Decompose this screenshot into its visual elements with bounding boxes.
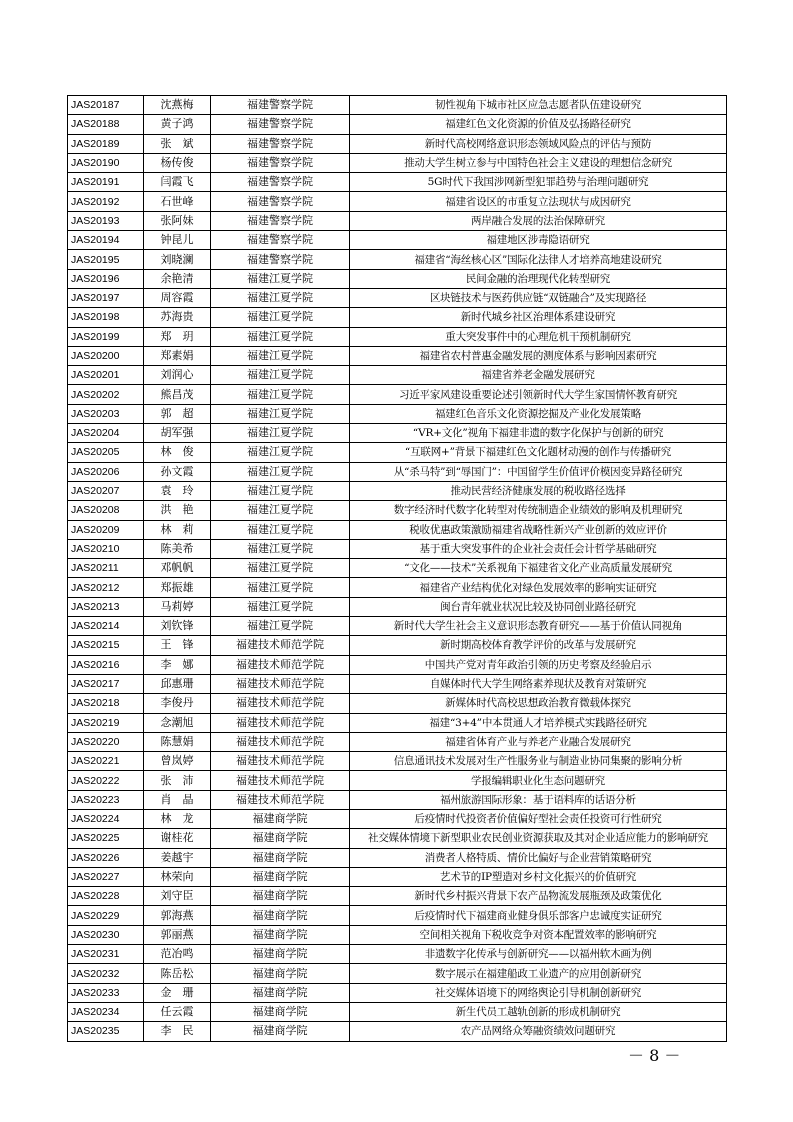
researcher-name-cell: 金 珊 — [144, 983, 211, 1002]
researcher-name-cell: 林 莉 — [144, 520, 211, 539]
institution-cell: 福建警察学院 — [211, 96, 350, 115]
table-row — [68, 424, 727, 443]
project-title-cell: 自媒体时代大学生网络素养现状及教育对策研究 — [350, 674, 727, 693]
table-row — [68, 211, 727, 230]
table-row — [68, 288, 727, 307]
researcher-name-cell: 姜越宇 — [144, 848, 211, 867]
project-title-cell: 基于重大突发事件的企业社会责任会计哲学基础研究 — [350, 539, 727, 558]
page-number: － 8 － — [628, 1046, 681, 1065]
project-title-cell: 福建“3+4”中本贯通人才培养模式实践路径研究 — [350, 713, 727, 732]
table-row — [68, 925, 727, 944]
project-code-cell: JAS20194 — [68, 231, 144, 250]
institution-cell: 福建商学院 — [211, 809, 350, 828]
project-code-cell: JAS20198 — [68, 308, 144, 327]
project-title-cell: 推动民营经济健康发展的税收路径选择 — [350, 481, 727, 500]
table-row — [68, 636, 727, 655]
institution-cell: 福建警察学院 — [211, 153, 350, 172]
project-title-cell: 福建红色文化资源的价值及弘扬路径研究 — [350, 115, 727, 134]
project-code-cell: JAS20233 — [68, 983, 144, 1002]
institution-cell: 福建江夏学院 — [211, 308, 350, 327]
table-row — [68, 115, 727, 134]
project-code-cell: JAS20216 — [68, 655, 144, 674]
project-title-cell: 数字展示在福建船政工业遗产的应用创新研究 — [350, 964, 727, 983]
institution-cell: 福建江夏学院 — [211, 424, 350, 443]
table-row — [68, 346, 727, 365]
institution-cell: 福建技术师范学院 — [211, 790, 350, 809]
project-title-cell: 社交媒体语境下的网络舆论引导机制创新研究 — [350, 983, 727, 1002]
project-title-cell: 消费者人格特质、情价比偏好与企业营销策略研究 — [350, 848, 727, 867]
table-row — [68, 134, 727, 153]
project-code-cell: JAS20193 — [68, 211, 144, 230]
project-list-table — [67, 95, 727, 1042]
institution-cell: 福建江夏学院 — [211, 462, 350, 481]
table-row — [68, 848, 727, 867]
researcher-name-cell: 张阿妹 — [144, 211, 211, 230]
project-code-cell: JAS20221 — [68, 752, 144, 771]
project-code-cell: JAS20208 — [68, 501, 144, 520]
table-row — [68, 192, 727, 211]
table-row — [68, 867, 727, 886]
table-row — [68, 385, 727, 404]
project-code-cell: JAS20201 — [68, 366, 144, 385]
researcher-name-cell: 郑振雄 — [144, 578, 211, 597]
project-title-cell: 福建省设区的市重复立法现状与成因研究 — [350, 192, 727, 211]
project-title-cell: 信息通讯技术发展对生产性服务业与制造业协同集聚的影响分析 — [350, 752, 727, 771]
table-row — [68, 964, 727, 983]
researcher-name-cell: 李 民 — [144, 1022, 211, 1041]
researcher-name-cell: 郭丽燕 — [144, 925, 211, 944]
researcher-name-cell: 熊昌茂 — [144, 385, 211, 404]
institution-cell: 福建江夏学院 — [211, 501, 350, 520]
project-code-cell: JAS20190 — [68, 153, 144, 172]
institution-cell: 福建江夏学院 — [211, 481, 350, 500]
project-code-cell: JAS20220 — [68, 732, 144, 751]
researcher-name-cell: 刘晓澜 — [144, 250, 211, 269]
institution-cell: 福建江夏学院 — [211, 288, 350, 307]
project-title-cell: 韧性视角下城市社区应急志愿者队伍建设研究 — [350, 96, 727, 115]
institution-cell: 福建江夏学院 — [211, 539, 350, 558]
researcher-name-cell: 郑 玥 — [144, 327, 211, 346]
project-title-cell: “文化——技术”关系视角下福建省文化产业高质量发展研究 — [350, 559, 727, 578]
researcher-name-cell: 林 龙 — [144, 809, 211, 828]
researcher-name-cell: 林 俊 — [144, 443, 211, 462]
project-code-cell: JAS20224 — [68, 809, 144, 828]
project-code-cell: JAS20207 — [68, 481, 144, 500]
project-title-cell: 闽台青年就业状况比较及协同创业路径研究 — [350, 597, 727, 616]
researcher-name-cell: 肖 晶 — [144, 790, 211, 809]
institution-cell: 福建商学院 — [211, 887, 350, 906]
table-row — [68, 153, 727, 172]
table-row — [68, 790, 727, 809]
table-row — [68, 732, 727, 751]
project-title-cell: 福建省体育产业与养老产业融合发展研究 — [350, 732, 727, 751]
project-code-cell: JAS20192 — [68, 192, 144, 211]
project-title-cell: 后疫情时代投资者价值偏好型社会责任投资可行性研究 — [350, 809, 727, 828]
project-code-cell: JAS20222 — [68, 771, 144, 790]
institution-cell: 福建技术师范学院 — [211, 636, 350, 655]
project-title-cell: “VR+文化”视角下福建非遗的数字化保护与创新的研究 — [350, 424, 727, 443]
institution-cell: 福建商学院 — [211, 829, 350, 848]
researcher-name-cell: 任云霞 — [144, 1002, 211, 1021]
table-row — [68, 809, 727, 828]
table-row — [68, 655, 727, 674]
project-title-cell: 福州旅游国际形象：基于语料库的话语分析 — [350, 790, 727, 809]
project-code-cell: JAS20217 — [68, 674, 144, 693]
table-row — [68, 443, 727, 462]
table-row — [68, 520, 727, 539]
institution-cell: 福建警察学院 — [211, 115, 350, 134]
project-code-cell: JAS20225 — [68, 829, 144, 848]
project-code-cell: JAS20202 — [68, 385, 144, 404]
researcher-name-cell: 陈慧娟 — [144, 732, 211, 751]
project-title-cell: 民间金融的治理现代化转型研究 — [350, 269, 727, 288]
project-title-cell: 农产品网络众筹融资绩效问题研究 — [350, 1022, 727, 1041]
institution-cell: 福建江夏学院 — [211, 269, 350, 288]
researcher-name-cell: 郭 超 — [144, 404, 211, 423]
institution-cell: 福建江夏学院 — [211, 559, 350, 578]
institution-cell: 福建技术师范学院 — [211, 771, 350, 790]
researcher-name-cell: 林荣向 — [144, 867, 211, 886]
institution-cell: 福建技术师范学院 — [211, 694, 350, 713]
project-title-cell: 福建省养老金融发展研究 — [350, 366, 727, 385]
researcher-name-cell: 谢桂花 — [144, 829, 211, 848]
table-row — [68, 1002, 727, 1021]
researcher-name-cell: 闫霞飞 — [144, 173, 211, 192]
researcher-name-cell: 石世峰 — [144, 192, 211, 211]
table-row — [68, 559, 727, 578]
institution-cell: 福建江夏学院 — [211, 443, 350, 462]
project-title-cell: 福建省“海丝核心区”国际化法律人才培养高地建设研究 — [350, 250, 727, 269]
researcher-name-cell: 郑素娟 — [144, 346, 211, 365]
project-title-cell: 5G时代下我国涉网新型犯罪趋势与治理问题研究 — [350, 173, 727, 192]
table-row — [68, 173, 727, 192]
table-row — [68, 771, 727, 790]
project-title-cell: 两岸融合发展的法治保障研究 — [350, 211, 727, 230]
institution-cell: 福建商学院 — [211, 925, 350, 944]
project-code-cell: JAS20214 — [68, 617, 144, 636]
table-row — [68, 231, 727, 250]
project-title-cell: 新媒体时代高校思想政治教育微载体探究 — [350, 694, 727, 713]
institution-cell: 福建商学院 — [211, 1002, 350, 1021]
project-title-cell: 福建红色音乐文化资源挖掘及产业化发展策略 — [350, 404, 727, 423]
institution-cell: 福建技术师范学院 — [211, 752, 350, 771]
project-title-cell: 重大突发事件中的心理危机干预机制研究 — [350, 327, 727, 346]
researcher-name-cell: 张 斌 — [144, 134, 211, 153]
institution-cell: 福建商学院 — [211, 945, 350, 964]
institution-cell: 福建警察学院 — [211, 211, 350, 230]
researcher-name-cell: 苏海贵 — [144, 308, 211, 327]
researcher-name-cell: 邱惠珊 — [144, 674, 211, 693]
table-row — [68, 250, 727, 269]
project-code-cell: JAS20223 — [68, 790, 144, 809]
table-row — [68, 327, 727, 346]
institution-cell: 福建警察学院 — [211, 192, 350, 211]
project-title-cell: 福建省农村普惠金融发展的测度体系与影响因素研究 — [350, 346, 727, 365]
project-title-cell: 非遗数字化传承与创新研究——以福州软木画为例 — [350, 945, 727, 964]
researcher-name-cell: 范冶鸣 — [144, 945, 211, 964]
project-title-cell: 中国共产党对青年政治引领的历史考察及经验启示 — [350, 655, 727, 674]
researcher-name-cell: 王 锋 — [144, 636, 211, 655]
table-row — [68, 597, 727, 616]
institution-cell: 福建警察学院 — [211, 231, 350, 250]
institution-cell: 福建商学院 — [211, 867, 350, 886]
project-code-cell: JAS20234 — [68, 1002, 144, 1021]
researcher-name-cell: 陈美希 — [144, 539, 211, 558]
project-code-cell: JAS20204 — [68, 424, 144, 443]
table-row — [68, 501, 727, 520]
institution-cell: 福建江夏学院 — [211, 597, 350, 616]
project-code-cell: JAS20227 — [68, 867, 144, 886]
researcher-name-cell: 李 娜 — [144, 655, 211, 674]
project-title-cell: 福建省产业结构优化对绿色发展效率的影响实证研究 — [350, 578, 727, 597]
project-code-cell: JAS20187 — [68, 96, 144, 115]
institution-cell: 福建技术师范学院 — [211, 655, 350, 674]
project-code-cell: JAS20229 — [68, 906, 144, 925]
institution-cell: 福建商学院 — [211, 983, 350, 1002]
project-code-cell: JAS20203 — [68, 404, 144, 423]
project-code-cell: JAS20196 — [68, 269, 144, 288]
table-row — [68, 308, 727, 327]
project-code-cell: JAS20199 — [68, 327, 144, 346]
table-row — [68, 829, 727, 848]
researcher-name-cell: 沈燕梅 — [144, 96, 211, 115]
project-code-cell: JAS20209 — [68, 520, 144, 539]
institution-cell: 福建警察学院 — [211, 134, 350, 153]
institution-cell: 福建技术师范学院 — [211, 732, 350, 751]
table-row — [68, 1022, 727, 1041]
researcher-name-cell: 刘守臣 — [144, 887, 211, 906]
table-row — [68, 674, 727, 693]
project-code-cell: JAS20226 — [68, 848, 144, 867]
researcher-name-cell: 念潮旭 — [144, 713, 211, 732]
institution-cell: 福建江夏学院 — [211, 520, 350, 539]
project-code-cell: JAS20212 — [68, 578, 144, 597]
researcher-name-cell: 孙文霞 — [144, 462, 211, 481]
project-code-cell: JAS20195 — [68, 250, 144, 269]
institution-cell: 福建江夏学院 — [211, 385, 350, 404]
project-code-cell: JAS20197 — [68, 288, 144, 307]
project-title-cell: 新时代高校网络意识形态领域风险点的评估与预防 — [350, 134, 727, 153]
project-title-cell: 习近平家风建设重要论述引领新时代大学生家国情怀教育研究 — [350, 385, 727, 404]
project-code-cell: JAS20189 — [68, 134, 144, 153]
institution-cell: 福建警察学院 — [211, 250, 350, 269]
researcher-name-cell: 刘钦锋 — [144, 617, 211, 636]
project-code-cell: JAS20206 — [68, 462, 144, 481]
researcher-name-cell: 李俊丹 — [144, 694, 211, 713]
institution-cell: 福建警察学院 — [211, 173, 350, 192]
project-title-cell: 后疫情时代下福建商业健身俱乐部客户忠诚度实证研究 — [350, 906, 727, 925]
project-title-cell: 区块链技术与医药供应链“双链融合”及实现路径 — [350, 288, 727, 307]
institution-cell: 福建商学院 — [211, 848, 350, 867]
researcher-name-cell: 袁 玲 — [144, 481, 211, 500]
project-title-cell: 福建地区涉毒隐语研究 — [350, 231, 727, 250]
project-title-cell: 新时代大学生社会主义意识形态教育研究——基于价值认同视角 — [350, 617, 727, 636]
researcher-name-cell: 洪 艳 — [144, 501, 211, 520]
project-code-cell: JAS20213 — [68, 597, 144, 616]
project-title-cell: 新时代城乡社区治理体系建设研究 — [350, 308, 727, 327]
researcher-name-cell: 余艳清 — [144, 269, 211, 288]
table-row — [68, 462, 727, 481]
researcher-name-cell: 曾岚婷 — [144, 752, 211, 771]
table-row — [68, 96, 727, 115]
institution-cell: 福建商学院 — [211, 1022, 350, 1041]
project-title-cell: 从“杀马特”到“辱国门”：中国留学生价值评价模因变异路径研究 — [350, 462, 727, 481]
project-title-cell: 新时期高校体育教学评价的改革与发展研究 — [350, 636, 727, 655]
project-title-cell: “互联网+”背景下福建红色文化题材动漫的创作与传播研究 — [350, 443, 727, 462]
project-title-cell: 新时代乡村振兴背景下农产品物流发展瓶颈及政策优化 — [350, 887, 727, 906]
project-list-body — [68, 96, 727, 1042]
project-title-cell: 数字经济时代数字化转型对传统制造企业绩效的影响及机理研究 — [350, 501, 727, 520]
project-code-cell: JAS20231 — [68, 945, 144, 964]
institution-cell: 福建技术师范学院 — [211, 713, 350, 732]
table-row — [68, 694, 727, 713]
institution-cell: 福建技术师范学院 — [211, 674, 350, 693]
institution-cell: 福建江夏学院 — [211, 346, 350, 365]
researcher-name-cell: 刘润心 — [144, 366, 211, 385]
project-code-cell: JAS20235 — [68, 1022, 144, 1041]
table-row — [68, 752, 727, 771]
institution-cell: 福建商学院 — [211, 906, 350, 925]
researcher-name-cell: 钟昆儿 — [144, 231, 211, 250]
table-row — [68, 578, 727, 597]
researcher-name-cell: 周容霞 — [144, 288, 211, 307]
project-title-cell: 税收优惠政策激励福建省战略性新兴产业创新的效应评价 — [350, 520, 727, 539]
project-code-cell: JAS20215 — [68, 636, 144, 655]
institution-cell: 福建江夏学院 — [211, 578, 350, 597]
project-code-cell: JAS20211 — [68, 559, 144, 578]
project-title-cell: 艺术节的IP塑造对乡村文化振兴的价值研究 — [350, 867, 727, 886]
institution-cell: 福建江夏学院 — [211, 617, 350, 636]
institution-cell: 福建江夏学院 — [211, 366, 350, 385]
researcher-name-cell: 黄子鸿 — [144, 115, 211, 134]
project-code-cell: JAS20191 — [68, 173, 144, 192]
table-row — [68, 269, 727, 288]
table-row — [68, 481, 727, 500]
table-row — [68, 366, 727, 385]
researcher-name-cell: 邓帆帆 — [144, 559, 211, 578]
table-row — [68, 617, 727, 636]
project-code-cell: JAS20230 — [68, 925, 144, 944]
table-row — [68, 906, 727, 925]
researcher-name-cell: 张 沛 — [144, 771, 211, 790]
project-title-cell: 学报编辑职业化生态问题研究 — [350, 771, 727, 790]
table-row — [68, 404, 727, 423]
table-row — [68, 983, 727, 1002]
project-title-cell: 推动大学生树立参与中国特色社会主义建设的理想信念研究 — [350, 153, 727, 172]
project-code-cell: JAS20218 — [68, 694, 144, 713]
researcher-name-cell: 胡军强 — [144, 424, 211, 443]
institution-cell: 福建江夏学院 — [211, 327, 350, 346]
project-code-cell: JAS20200 — [68, 346, 144, 365]
table-row — [68, 945, 727, 964]
project-code-cell: JAS20228 — [68, 887, 144, 906]
researcher-name-cell: 陈岳松 — [144, 964, 211, 983]
project-code-cell: JAS20219 — [68, 713, 144, 732]
table-row — [68, 887, 727, 906]
project-code-cell: JAS20232 — [68, 964, 144, 983]
project-title-cell: 空间相关视角下税收竞争对资本配置效率的影响研究 — [350, 925, 727, 944]
table-row — [68, 539, 727, 558]
project-title-cell: 新生代员工越轨创新的形成机制研究 — [350, 1002, 727, 1021]
project-code-cell: JAS20188 — [68, 115, 144, 134]
researcher-name-cell: 马莉婷 — [144, 597, 211, 616]
institution-cell: 福建商学院 — [211, 964, 350, 983]
researcher-name-cell: 杨传俊 — [144, 153, 211, 172]
project-code-cell: JAS20205 — [68, 443, 144, 462]
project-title-cell: 社交媒体情境下新型职业农民创业资源获取及其对企业适应能力的影响研究 — [350, 829, 727, 848]
project-code-cell: JAS20210 — [68, 539, 144, 558]
table-row — [68, 713, 727, 732]
researcher-name-cell: 郭海燕 — [144, 906, 211, 925]
institution-cell: 福建江夏学院 — [211, 404, 350, 423]
